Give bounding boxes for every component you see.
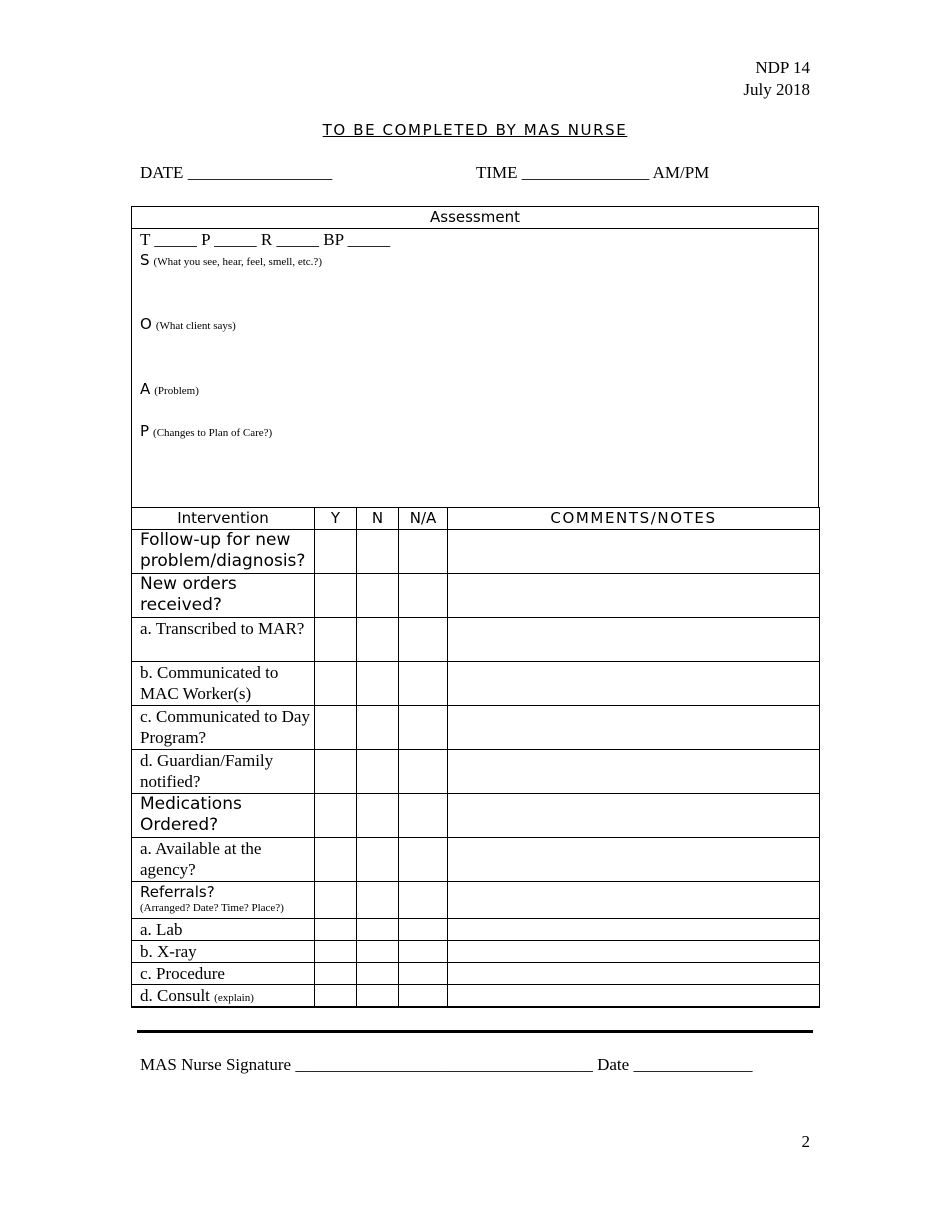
comments-cell[interactable] [448, 530, 820, 574]
row-label: Medications Ordered? [132, 794, 315, 838]
yes-cell[interactable] [315, 750, 357, 794]
header-intervention: Intervention [132, 508, 315, 530]
no-cell[interactable] [357, 618, 399, 662]
comments-cell[interactable] [448, 618, 820, 662]
no-cell[interactable] [357, 963, 399, 985]
header-no: N [357, 508, 399, 530]
document-date: July 2018 [743, 80, 810, 99]
soap-hint: (What client says) [155, 320, 236, 332]
row-label: d. Guardian/Family notified? [132, 750, 315, 794]
header-comments: COMMENTS/NOTES [448, 508, 820, 530]
section-divider [137, 1030, 813, 1033]
row-label-cell [132, 985, 315, 1008]
yes-cell[interactable] [315, 919, 357, 941]
soap-letter: O [140, 315, 152, 333]
date-field[interactable]: DATE _________________ [140, 163, 333, 182]
table-row [132, 574, 820, 618]
assessment-heading: Assessment [132, 207, 818, 229]
na-cell[interactable] [399, 963, 448, 985]
yes-cell[interactable] [315, 963, 357, 985]
na-cell[interactable] [399, 919, 448, 941]
row-label: a. Available at the agency? [132, 838, 315, 882]
soap-letter: A [140, 380, 151, 398]
na-cell[interactable] [399, 794, 448, 838]
yes-cell[interactable] [315, 882, 357, 919]
no-cell[interactable] [357, 574, 399, 618]
table-header-row [132, 508, 820, 530]
row-label: b. Communicated to MAC Worker(s) [132, 662, 315, 706]
yes-cell[interactable] [315, 985, 357, 1008]
signature-field[interactable]: MAS Nurse Signature ___________________________________ [140, 1055, 593, 1074]
table-row [132, 919, 820, 941]
form-title-text: TO BE COMPLETED BY MAS NURSE [322, 121, 628, 139]
intervention-table [131, 507, 820, 1008]
row-label: a. Lab [132, 919, 315, 941]
signature-date-field[interactable]: Date ______________ [597, 1055, 753, 1074]
soap-a[interactable] [140, 380, 199, 398]
yes-cell[interactable] [315, 662, 357, 706]
row-note: (Arranged? Date? Time? Place?) [140, 902, 284, 914]
no-cell[interactable] [357, 794, 399, 838]
table-row [132, 530, 820, 574]
comments-cell[interactable] [448, 706, 820, 750]
no-cell[interactable] [357, 530, 399, 574]
yes-cell[interactable] [315, 574, 357, 618]
row-label-cell [132, 882, 315, 919]
no-cell[interactable] [357, 750, 399, 794]
no-cell[interactable] [357, 941, 399, 963]
na-cell[interactable] [399, 574, 448, 618]
table-row [132, 662, 820, 706]
yes-cell[interactable] [315, 618, 357, 662]
table-row [132, 838, 820, 882]
na-cell[interactable] [399, 838, 448, 882]
table-row [132, 618, 820, 662]
signature-row [140, 1055, 752, 1075]
na-cell[interactable] [399, 618, 448, 662]
page-number: 2 [801, 1132, 810, 1151]
no-cell[interactable] [357, 882, 399, 919]
row-label: d. Consult [140, 986, 210, 1005]
row-label: c. Communicated to Day Program? [132, 706, 315, 750]
table-row [132, 882, 820, 919]
yes-cell[interactable] [315, 530, 357, 574]
comments-cell[interactable] [448, 574, 820, 618]
na-cell[interactable] [399, 706, 448, 750]
na-cell[interactable] [399, 662, 448, 706]
no-cell[interactable] [357, 985, 399, 1008]
comments-cell[interactable] [448, 838, 820, 882]
row-label: b. X-ray [132, 941, 315, 963]
no-cell[interactable] [357, 838, 399, 882]
soap-letter: P [140, 422, 150, 440]
time-field[interactable]: TIME _______________ AM/PM [476, 163, 710, 182]
comments-cell[interactable] [448, 882, 820, 919]
soap-hint: (Changes to Plan of Care?) [153, 427, 273, 439]
comments-cell[interactable] [448, 750, 820, 794]
row-note: (explain) [214, 992, 254, 1004]
table-row [132, 963, 820, 985]
comments-cell[interactable] [448, 963, 820, 985]
table-row [132, 750, 820, 794]
no-cell[interactable] [357, 706, 399, 750]
no-cell[interactable] [357, 662, 399, 706]
yes-cell[interactable] [315, 941, 357, 963]
yes-cell[interactable] [315, 794, 357, 838]
assessment-section [131, 206, 819, 507]
row-label: New orders received? [132, 574, 315, 618]
table-row [132, 941, 820, 963]
comments-cell[interactable] [448, 919, 820, 941]
vitals-field[interactable]: T _____ P _____ R _____ BP _____ [140, 230, 391, 249]
no-cell[interactable] [357, 919, 399, 941]
na-cell[interactable] [399, 985, 448, 1008]
row-label: c. Procedure [132, 963, 315, 985]
header-yes: Y [315, 508, 357, 530]
comments-cell[interactable] [448, 941, 820, 963]
soap-o[interactable] [140, 315, 236, 333]
form-title [0, 121, 950, 139]
document-id: NDP 14 [755, 58, 810, 77]
table-row [132, 706, 820, 750]
yes-cell[interactable] [315, 706, 357, 750]
row-label: Follow-up for new problem/diagnosis? [132, 530, 315, 574]
soap-hint: (Problem) [154, 385, 199, 397]
soap-letter: S [140, 251, 150, 269]
row-label: a. Transcribed to MAR? [132, 618, 315, 662]
table-row [132, 985, 820, 1008]
na-cell[interactable] [399, 882, 448, 919]
comments-cell[interactable] [448, 662, 820, 706]
table-row [132, 794, 820, 838]
header-na: N/A [399, 508, 448, 530]
comments-cell[interactable] [448, 794, 820, 838]
na-cell[interactable] [399, 750, 448, 794]
soap-hint: (What you see, hear, feel, smell, etc.?) [153, 256, 322, 268]
document-header [743, 57, 810, 101]
row-label: Referrals? [140, 883, 215, 901]
soap-s[interactable] [140, 251, 322, 269]
na-cell[interactable] [399, 530, 448, 574]
soap-p[interactable] [140, 422, 272, 440]
yes-cell[interactable] [315, 838, 357, 882]
na-cell[interactable] [399, 941, 448, 963]
comments-cell[interactable] [448, 985, 820, 1008]
